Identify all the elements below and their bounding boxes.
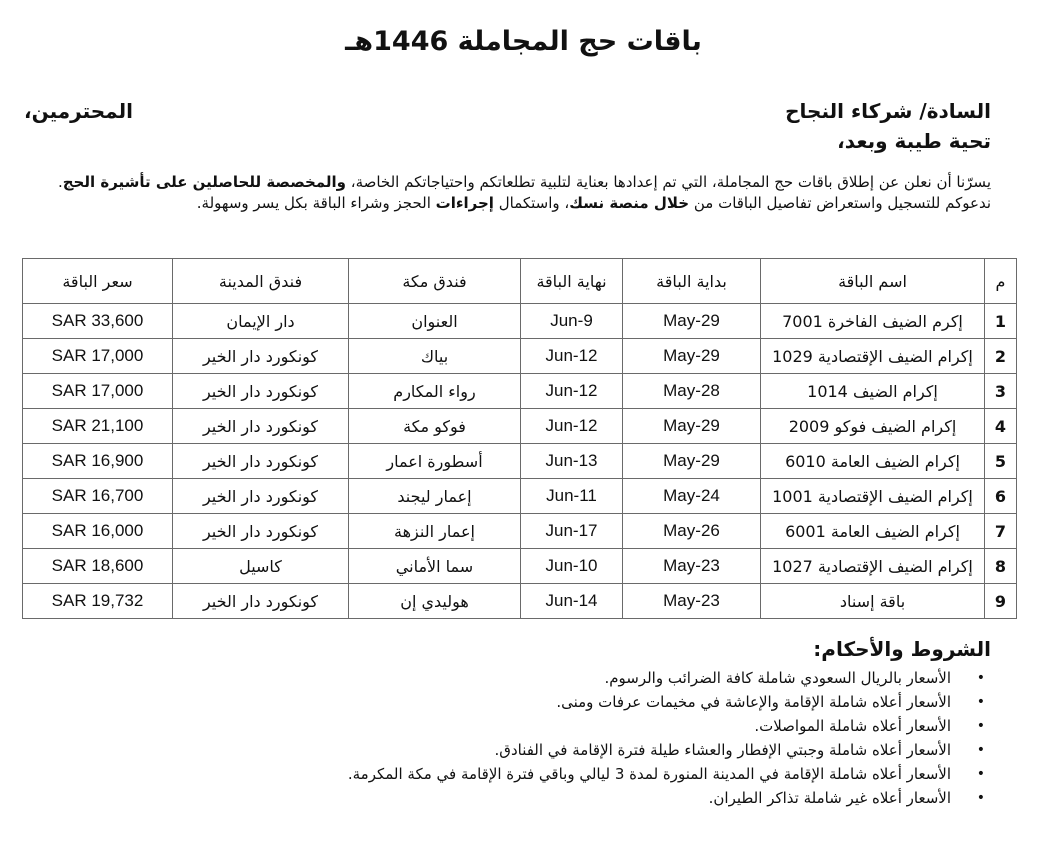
addressee: السادة/ شركاء النجاح (785, 99, 991, 123)
cell-price: SAR 16,000 (23, 514, 173, 549)
terms-item-text: الأسعار أعلاه غير شاملة تذاكر الطيران. (708, 789, 951, 807)
cell-madinah-hotel: كونكورد دار الخير (173, 584, 349, 619)
table-row (23, 549, 1017, 584)
header-madinah-hotel: فندق المدينة (173, 259, 349, 304)
cell-start: 24-May (623, 479, 761, 514)
cell-num: 1 (985, 304, 1017, 339)
bullet-icon: • (976, 742, 985, 758)
table-row (23, 339, 1017, 374)
terms-item-text: الأسعار أعلاه شاملة الإقامة والإعاشة في مخيمات عرفات ومنى. (556, 693, 951, 711)
cell-start: 23-May (623, 584, 761, 619)
cell-start: 29-May (623, 339, 761, 374)
cell-madinah-hotel: كونكورد دار الخير (173, 444, 349, 479)
terms-item-text: الأسعار أعلاه شاملة المواصلات. (754, 717, 951, 735)
header-end: نهاية الباقة (521, 259, 623, 304)
cell-num: 9 (985, 584, 1017, 619)
cell-num: 3 (985, 374, 1017, 409)
cell-price: SAR 16,700 (23, 479, 173, 514)
intro-text: يسرّنا أن نعلن عن إطلاق باقات حج المجاملة، التي تم إعدادها بعناية لتلبية تطلعاتكم واحتياجاتكم الخاصة، (345, 173, 991, 191)
table-row (23, 409, 1017, 444)
intro-text: ، واستكمال (493, 194, 570, 212)
intro-text: . (57, 173, 63, 191)
intro-bold-text: إجراءات (435, 194, 494, 212)
table-row (23, 514, 1017, 549)
honorific: المحترمين، (24, 99, 133, 123)
cell-makkah-hotel: هوليدي إن (349, 584, 521, 619)
cell-makkah-hotel: أسطورة اعمار (349, 444, 521, 479)
cell-name: باقة إسناد (761, 584, 985, 619)
cell-madinah-hotel: كونكورد دار الخير (173, 409, 349, 444)
terms-section (40, 634, 991, 810)
cell-price: SAR 18,600 (23, 549, 173, 584)
cell-price: SAR 17,000 (23, 339, 173, 374)
header-name: اسم الباقة (761, 259, 985, 304)
cell-name: إكرم الضيف الفاخرة 7001 (761, 304, 985, 339)
cell-num: 4 (985, 409, 1017, 444)
intro-paragraphs (52, 172, 991, 214)
table-row (23, 444, 1017, 479)
cell-name: إكرام الضيف الإقتصادية 1029 (761, 339, 985, 374)
greeting: تحية طيبة وبعد، (837, 129, 991, 153)
cell-makkah-hotel: فوكو مكة (349, 409, 521, 444)
bullet-icon: • (976, 790, 985, 806)
cell-end: 12-Jun (521, 339, 623, 374)
cell-name: إكرام الضيف 1014 (761, 374, 985, 409)
cell-end: 13-Jun (521, 444, 623, 479)
header-makkah-hotel: فندق مكة (349, 259, 521, 304)
cell-makkah-hotel: إعمار ليجند (349, 479, 521, 514)
cell-start: 28-May (623, 374, 761, 409)
cell-num: 6 (985, 479, 1017, 514)
table-row (23, 304, 1017, 339)
table-row (23, 584, 1017, 619)
cell-end: 17-Jun (521, 514, 623, 549)
cell-madinah-hotel: كونكورد دار الخير (173, 514, 349, 549)
terms-item-text: الأسعار أعلاه شاملة وجبتي الإفطار والعشاء طيلة فترة الإقامة في الفنادق. (494, 741, 951, 759)
table-header-row (23, 259, 1017, 304)
cell-price: SAR 21,100 (23, 409, 173, 444)
cell-end: 14-Jun (521, 584, 623, 619)
cell-name: إكرام الضيف الإقتصادية 1027 (761, 549, 985, 584)
cell-end: 11-Jun (521, 479, 623, 514)
cell-madinah-hotel: كونكورد دار الخير (173, 339, 349, 374)
cell-price: SAR 19,732 (23, 584, 173, 619)
intro-paragraph-2 (52, 193, 991, 214)
intro-bold-text: والمخصصة للحاصلين على تأشيرة الحج (62, 173, 346, 191)
cell-num: 2 (985, 339, 1017, 374)
cell-end: 9-Jun (521, 304, 623, 339)
cell-price: SAR 33,600 (23, 304, 173, 339)
bullet-icon: • (976, 766, 985, 782)
cell-end: 12-Jun (521, 374, 623, 409)
salutation-block (24, 96, 991, 156)
cell-makkah-hotel: سما الأماني (349, 549, 521, 584)
terms-item (40, 738, 985, 762)
cell-price: SAR 16,900 (23, 444, 173, 479)
bullet-icon: • (976, 670, 985, 686)
table-row (23, 479, 1017, 514)
table-row (23, 374, 1017, 409)
cell-end: 12-Jun (521, 409, 623, 444)
salutation-row (24, 96, 991, 126)
terms-heading: الشروط والأحكام: (813, 637, 991, 661)
cell-price: SAR 17,000 (23, 374, 173, 409)
header-num: م (985, 259, 1017, 304)
cell-madinah-hotel: كونكورد دار الخير (173, 374, 349, 409)
cell-madinah-hotel: كاسيل (173, 549, 349, 584)
cell-start: 29-May (623, 304, 761, 339)
header-start: بداية الباقة (623, 259, 761, 304)
terms-item (40, 690, 985, 714)
intro-paragraph-1 (52, 172, 991, 193)
cell-makkah-hotel: رواء المكارم (349, 374, 521, 409)
cell-num: 5 (985, 444, 1017, 479)
terms-item (40, 714, 985, 738)
cell-madinah-hotel: دار الإيمان (173, 304, 349, 339)
terms-item (40, 666, 985, 690)
intro-text: الحجز وشراء الباقة بكل يسر وسهولة. (196, 194, 436, 212)
intro-text: ندعوكم للتسجيل واستعراض تفاصيل الباقات من (689, 194, 991, 212)
cell-end: 10-Jun (521, 549, 623, 584)
terms-item-text: الأسعار أعلاه شاملة الإقامة في المدينة المنورة لمدة 3 ليالي وباقي فترة الإقامة في مكة المكرمة. (347, 765, 951, 783)
packages-table (22, 258, 1017, 619)
document-title: باقات حج المجاملة 1446هـ (345, 26, 702, 57)
terms-item (40, 786, 985, 810)
bullet-icon: • (976, 718, 985, 734)
terms-list (40, 666, 991, 810)
cell-start: 29-May (623, 409, 761, 444)
cell-name: إكرام الضيف العامة 6010 (761, 444, 985, 479)
cell-madinah-hotel: كونكورد دار الخير (173, 479, 349, 514)
cell-makkah-hotel: بياك (349, 339, 521, 374)
cell-name: إكرام الضيف فوكو 2009 (761, 409, 985, 444)
nusuk-platform-text: خلال منصة نسك (569, 194, 690, 212)
cell-start: 29-May (623, 444, 761, 479)
cell-start: 23-May (623, 549, 761, 584)
cell-name: إكرام الضيف الإقتصادية 1001 (761, 479, 985, 514)
cell-name: إكرام الضيف العامة 6001 (761, 514, 985, 549)
header-price: سعر الباقة (23, 259, 173, 304)
cell-num: 8 (985, 549, 1017, 584)
bullet-icon: • (976, 694, 985, 710)
cell-start: 26-May (623, 514, 761, 549)
terms-item-text: الأسعار بالريال السعودي شاملة كافة الضرائب والرسوم. (604, 669, 951, 687)
terms-item (40, 762, 985, 786)
cell-num: 7 (985, 514, 1017, 549)
cell-makkah-hotel: إعمار النزهة (349, 514, 521, 549)
cell-makkah-hotel: العنوان (349, 304, 521, 339)
